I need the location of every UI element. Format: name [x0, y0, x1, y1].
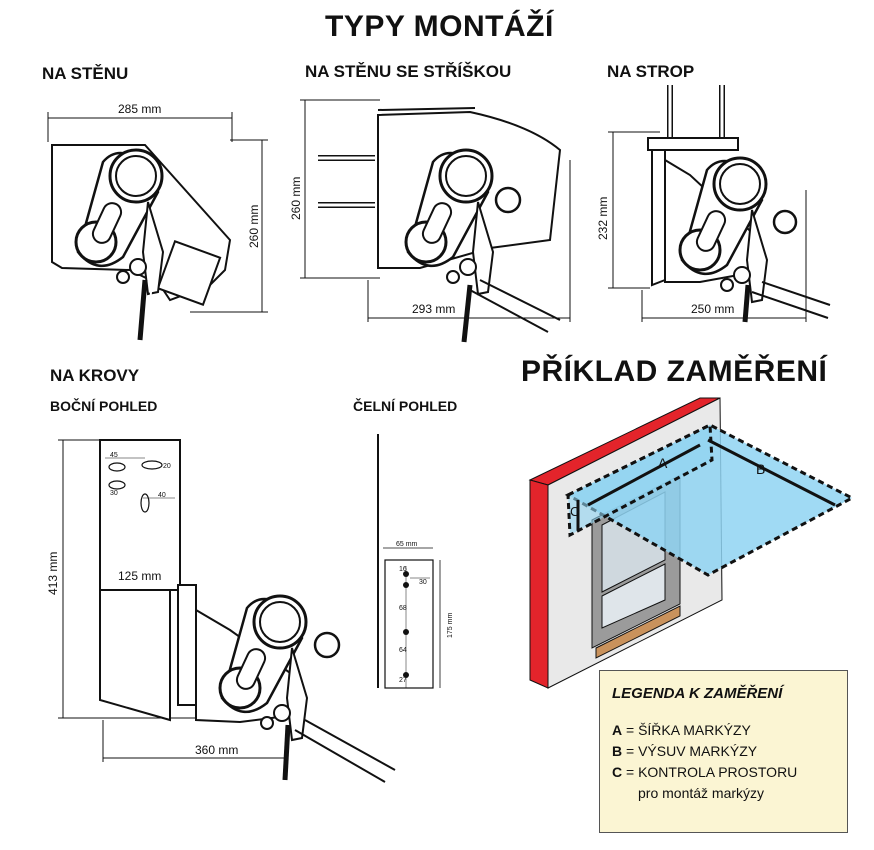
diagram-ceiling	[608, 85, 830, 322]
legend-item	[612, 720, 835, 741]
wall-height-label: 260 mm	[247, 204, 261, 248]
rafters-width-label: 360 mm	[195, 743, 239, 757]
mark-c: C	[570, 504, 580, 519]
legend-text: = VÝSUV MARKÝZY	[622, 743, 758, 759]
diagram-rafters-front	[378, 434, 440, 688]
front-hole-dim: 27	[399, 677, 407, 684]
front-height-label: 175 mm	[447, 612, 454, 638]
legend-box	[599, 670, 848, 833]
side-hole-dim: 20	[163, 463, 171, 470]
diagram-wall	[48, 112, 268, 340]
wall-roof-height-label: 260 mm	[289, 176, 303, 220]
side-hole-dim: 40	[158, 492, 166, 499]
heading-side-view: BOČNÍ POHLED	[50, 398, 158, 414]
front-hole-dim: 16	[399, 566, 407, 573]
heading-wall-roof: NA STĚNU SE STŘÍŠKOU	[305, 62, 512, 81]
legend-text: = KONTROLA PROSTORU	[622, 764, 798, 780]
heading-rafters: NA KROVY	[50, 366, 140, 385]
side-hole-dim: 30	[110, 490, 118, 497]
legend-key: B	[612, 743, 623, 759]
legend-text: = ŠÍŘKA MARKÝZY	[622, 722, 751, 738]
diagram-rafters-side	[58, 440, 395, 782]
front-width-label: 65 mm	[396, 541, 418, 548]
front-hole-dim: 30	[419, 579, 427, 586]
wall-width-label: 285 mm	[118, 102, 162, 116]
legend-title: LEGENDA K ZAMĚŘENÍ	[612, 685, 783, 702]
legend-item	[612, 762, 835, 783]
legend-note: pro montáž markýzy	[638, 785, 765, 801]
mark-b: B	[756, 461, 766, 477]
front-hole-dim: 68	[399, 605, 407, 612]
heading-front-view: ČELNÍ POHLED	[353, 398, 458, 414]
legend-key: A	[612, 722, 623, 738]
wall-roof-width-label: 293 mm	[412, 302, 456, 316]
rafters-inner-label: 125 mm	[118, 569, 162, 583]
legend-key: C	[612, 764, 623, 780]
side-hole-dim: 45	[110, 452, 118, 459]
ceiling-width-label: 250 mm	[691, 302, 735, 316]
heading-wall: NA STĚNU	[42, 64, 129, 83]
ceiling-height-label: 232 mm	[596, 196, 610, 240]
rafters-height-label: 413 mm	[46, 551, 60, 595]
page-title: TYPY MONTÁŽÍ	[325, 10, 554, 43]
heading-ceiling: NA STROP	[607, 62, 695, 81]
mark-a: A	[658, 455, 668, 471]
legend-item	[612, 741, 835, 762]
measurement-title: PŘÍKLAD ZAMĚŘENÍ	[521, 355, 828, 388]
measurement-illustration	[530, 398, 852, 688]
front-hole-dim: 64	[399, 647, 407, 654]
